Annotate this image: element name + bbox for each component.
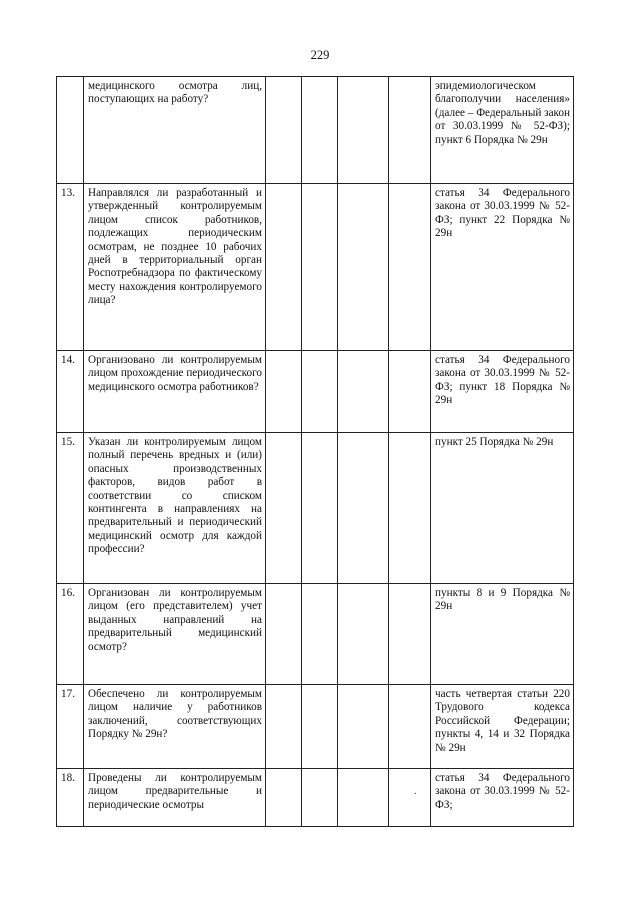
- answer-na-cell: [338, 351, 389, 433]
- row-number: 17.: [57, 685, 84, 769]
- row-number: 16.: [57, 584, 84, 685]
- reference-cell: [431, 184, 574, 351]
- reference-text: пункт 25 Порядка № 29н: [435, 436, 554, 448]
- answer-no-cell: [302, 351, 338, 433]
- question-cell: [84, 351, 266, 433]
- reference-text: статья 34 Федерального закона от 30.03.1999 № 52-ФЗ; пункт 18 Порядка № 29н: [435, 354, 570, 407]
- answer-no-cell: [302, 77, 338, 184]
- table-row: [57, 685, 574, 769]
- row-number: 13.: [57, 184, 84, 351]
- answer-na-cell: [338, 685, 389, 769]
- answer-no-cell: [302, 433, 338, 584]
- note-cell: [389, 184, 431, 351]
- stray-mark: .: [414, 786, 417, 797]
- note-cell: [389, 685, 431, 769]
- answer-yes-cell: [266, 184, 302, 351]
- row-number: 18.: [57, 769, 84, 827]
- table-row: [57, 433, 574, 584]
- page-number: 229: [310, 48, 330, 62]
- reference-cell: [431, 584, 574, 685]
- answer-na-cell: [338, 433, 389, 584]
- table-row: [57, 351, 574, 433]
- answer-yes-cell: [266, 769, 302, 827]
- reference-cell: [431, 77, 574, 184]
- question-text: Организовано ли контролируемым лицом прохождение периодического медицинского осмотра работников?: [88, 354, 262, 393]
- note-cell: [389, 584, 431, 685]
- question-cell: [84, 584, 266, 685]
- note-cell: [389, 433, 431, 584]
- answer-na-cell: [338, 769, 389, 827]
- answer-yes-cell: [266, 685, 302, 769]
- question-text: медицинского осмотра лиц, поступающих на работу?: [88, 80, 262, 106]
- reference-cell: [431, 769, 574, 827]
- checklist-table: [56, 76, 574, 827]
- question-text: Обеспечено ли контролируемым лицом наличие у работников заключений, соответствующих Порядку № 29н?: [88, 688, 262, 741]
- row-number: [57, 77, 84, 184]
- answer-na-cell: [338, 584, 389, 685]
- question-text: Направлялся ли разработанный и утвержденный контролируемым лицом список работников, подлежащих периодическим осмотрам, не позднее 10 рабочих дней в территориальный орган Роспотребнадзора по фактическому месту нахождения контролируемого лица?: [88, 187, 262, 307]
- answer-yes-cell: [266, 351, 302, 433]
- answer-no-cell: [302, 685, 338, 769]
- answer-no-cell: [302, 769, 338, 827]
- question-cell: [84, 685, 266, 769]
- question-text: Проведены ли контролируемым лицом предварительные и периодические осмотры: [88, 772, 262, 811]
- question-text: Указан ли контролируемым лицом полный перечень вредных и (или) опасных производственных факторов, видов работ в соответствии со списком контингента в направлениях на предварительный и периодический медицинский осмотр для каждой профессии?: [88, 436, 262, 556]
- answer-yes-cell: [266, 584, 302, 685]
- row-number: 14.: [57, 351, 84, 433]
- reference-text: эпидемиологическом благополучии населения» (далее – Федеральный закон от 30.03.1999 № 52-ФЗ); пункт 6 Порядка № 29н: [435, 80, 570, 146]
- reference-text: часть четвертая статьи 220 Трудового кодекса Российской Федерации; пункты 4, 14 и 32 Порядка № 29н: [435, 688, 570, 754]
- note-cell: [389, 77, 431, 184]
- question-cell: [84, 184, 266, 351]
- table-row: [57, 584, 574, 685]
- answer-yes-cell: [266, 77, 302, 184]
- answer-yes-cell: [266, 433, 302, 584]
- reference-text: статья 34 Федерального закона от 30.03.1999 № 52-ФЗ; пункт 22 Порядка № 29н: [435, 187, 570, 240]
- answer-no-cell: [302, 584, 338, 685]
- question-cell: [84, 77, 266, 184]
- answer-na-cell: [338, 77, 389, 184]
- question-cell: [84, 769, 266, 827]
- question-text: Организован ли контролируемым лицом (его представителем) учет выданных направлений на предварительный медицинский осмотр?: [88, 587, 262, 653]
- reference-cell: [431, 685, 574, 769]
- row-number: 15.: [57, 433, 84, 584]
- question-cell: [84, 433, 266, 584]
- answer-no-cell: [302, 184, 338, 351]
- table-row: [57, 184, 574, 351]
- reference-text: пункты 8 и 9 Порядка № 29н: [435, 587, 570, 613]
- note-cell: [389, 351, 431, 433]
- reference-cell: [431, 433, 574, 584]
- table-row: [57, 77, 574, 184]
- table-row: [57, 769, 574, 827]
- answer-na-cell: [338, 184, 389, 351]
- reference-cell: [431, 351, 574, 433]
- note-cell: [389, 769, 431, 827]
- reference-text: статья 34 Федерального закона от 30.03.1999 № 52-ФЗ;: [435, 772, 570, 811]
